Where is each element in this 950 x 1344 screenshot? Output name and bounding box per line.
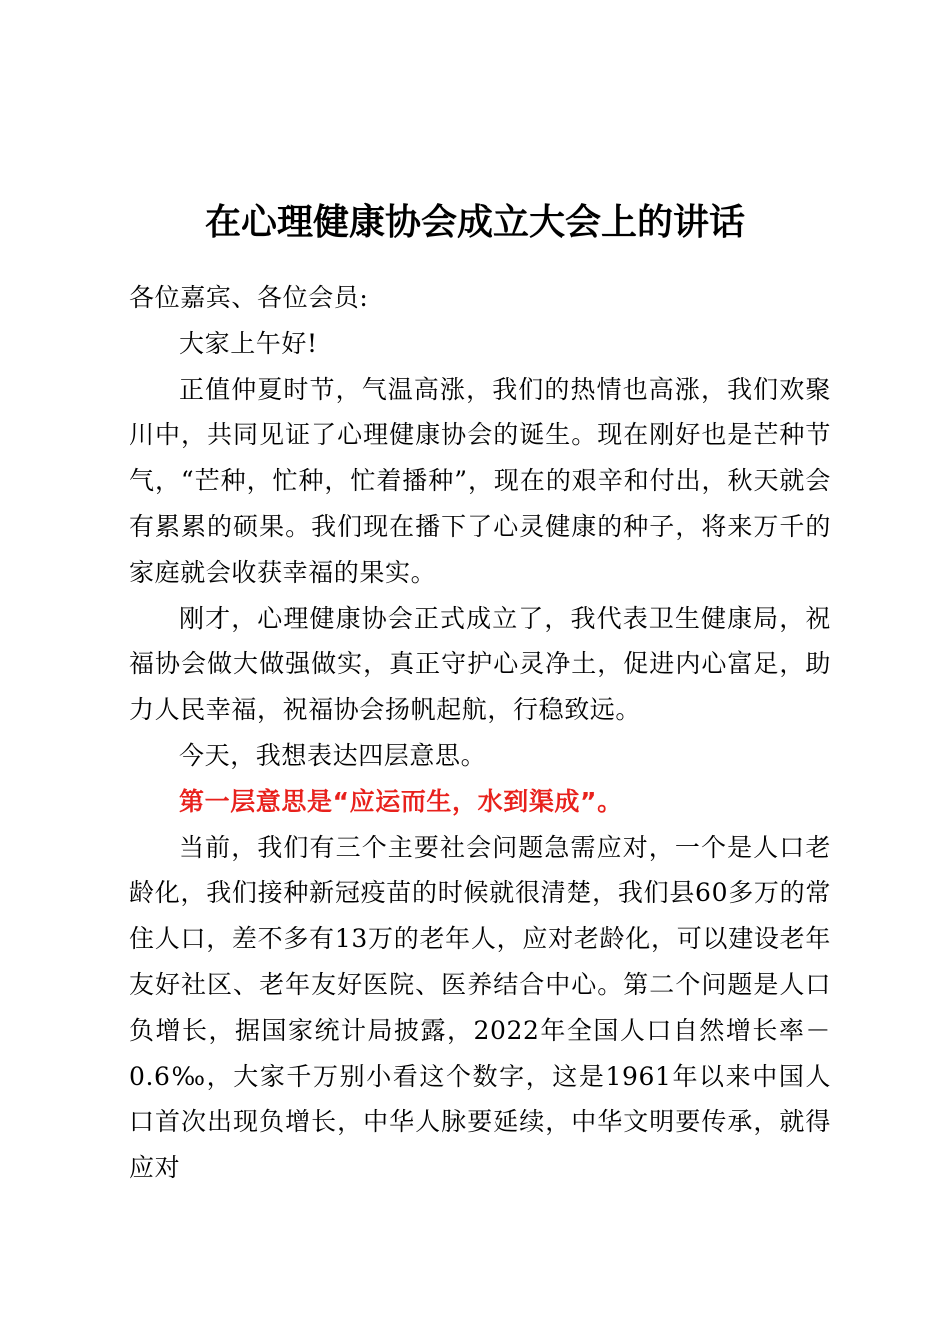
document-title: 在心理健康协会成立大会上的讲话 xyxy=(204,201,745,243)
paragraph-congratulation: 刚才，心理健康协会正式成立了，我代表卫生健康局，祝福协会做大做强做实，真正守护心灵净土，促进内心富足，助力人民幸福，祝福协会扬帆起航，行稳致远。 xyxy=(129,603,831,725)
section-heading: 第一层意思是“应运而生，水到渠成”。 xyxy=(179,786,623,816)
paragraph-greeting: 大家上午好! xyxy=(179,328,318,358)
paragraph-outline: 今天，我想表达四层意思。 xyxy=(179,740,487,770)
document-body xyxy=(129,275,831,1191)
salutation: 各位嘉宾、各位会员: xyxy=(129,283,369,312)
paragraph-social-issues: 当前，我们有三个主要社会问题急需应对，一个是人口老龄化，我们接种新冠疫苗的时候就很清楚，我们县60多万的常住人口，差不多有13万的老年人，应对老龄化，可以建设老年友好社区、老年友好医院、医养结合中心。第二个问题是人口负增长，据国家统计局披露，2022年全国人口自然增长率－0.6‰，大家千万别小看这个数字，这是1961年以来中国人口首次出现负增长，中华人脉要延续，中华文明要传承，就得应对 xyxy=(129,832,831,1183)
paragraph-opening: 正值仲夏时节，气温高涨，我们的热情也高涨，我们欢聚川中，共同见证了心理健康协会的诞生。现在刚好也是芒种节气，“芒种，忙种，忙着播种”，现在的艰辛和付出，秋天就会有累累的硕果。我们现在播下了心灵健康的种子，将来万千的家庭就会收获幸福的果实。 xyxy=(129,374,831,587)
